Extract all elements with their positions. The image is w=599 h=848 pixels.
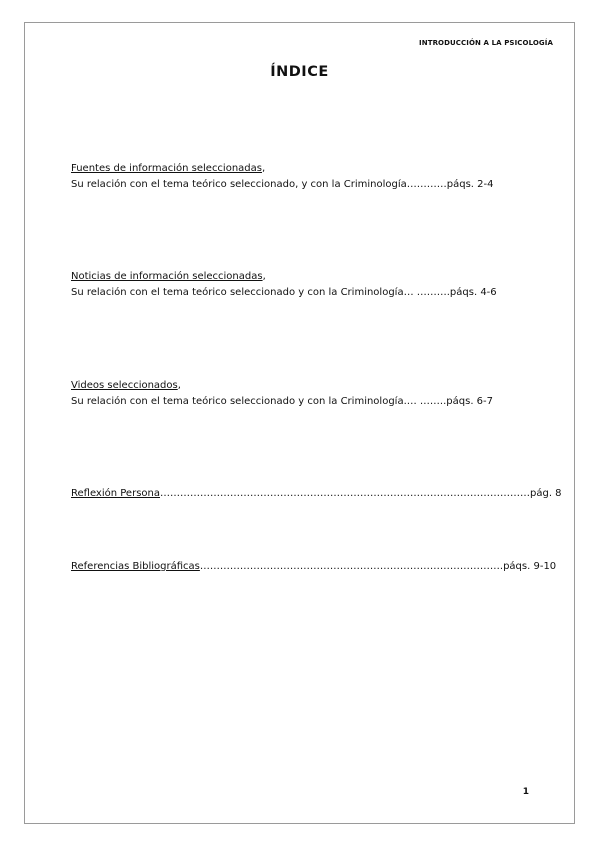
- toc-entry-detail: Su relación con el tema teórico seleccionado y con la Criminología.… ……..páqs. 6-7: [71, 396, 494, 407]
- toc-entry-heading-suffix: ,: [177, 380, 181, 391]
- toc-entry-heading: Fuentes de información seleccionadas: [71, 163, 262, 174]
- toc-entry-heading-suffix: ,: [262, 271, 266, 282]
- page-title: ÍNDICE: [270, 64, 329, 80]
- page-number: 1: [522, 787, 529, 797]
- toc-entry-heading: Noticias de información seleccionadas: [71, 271, 263, 282]
- toc-entry-heading: Referencias Bibliográficas: [71, 561, 200, 572]
- page-border: [24, 22, 575, 824]
- toc-entry-leader: …………………………………………………………………………………………………: [160, 488, 530, 499]
- running-header: INTRODUCCIÓN A LA PSICOLOGÍA: [419, 39, 553, 47]
- toc-entry: [71, 378, 493, 410]
- toc-entry: [71, 269, 497, 301]
- toc-entry-page: pág. 8: [530, 488, 562, 499]
- toc-entry-heading: Videos seleccionados: [71, 380, 178, 391]
- toc-entry-heading: Reflexión Persona: [71, 488, 160, 499]
- toc-entry-detail: Su relación con el tema teórico seleccionado, y con la Criminología…………páqs. 2-4: [71, 179, 494, 190]
- toc-entry: [71, 559, 556, 575]
- toc-entry-detail: Su relación con el tema teórico seleccionado y con la Criminología… ……….páqs. 4-6: [71, 287, 497, 298]
- toc-entry: [71, 486, 562, 502]
- toc-entry: [71, 161, 493, 193]
- toc-entry-page: páqs. 9-10: [503, 561, 557, 572]
- toc-entry-heading-suffix: ,: [261, 163, 266, 174]
- toc-entry-leader: ……………………………………………………………………………….: [199, 561, 504, 572]
